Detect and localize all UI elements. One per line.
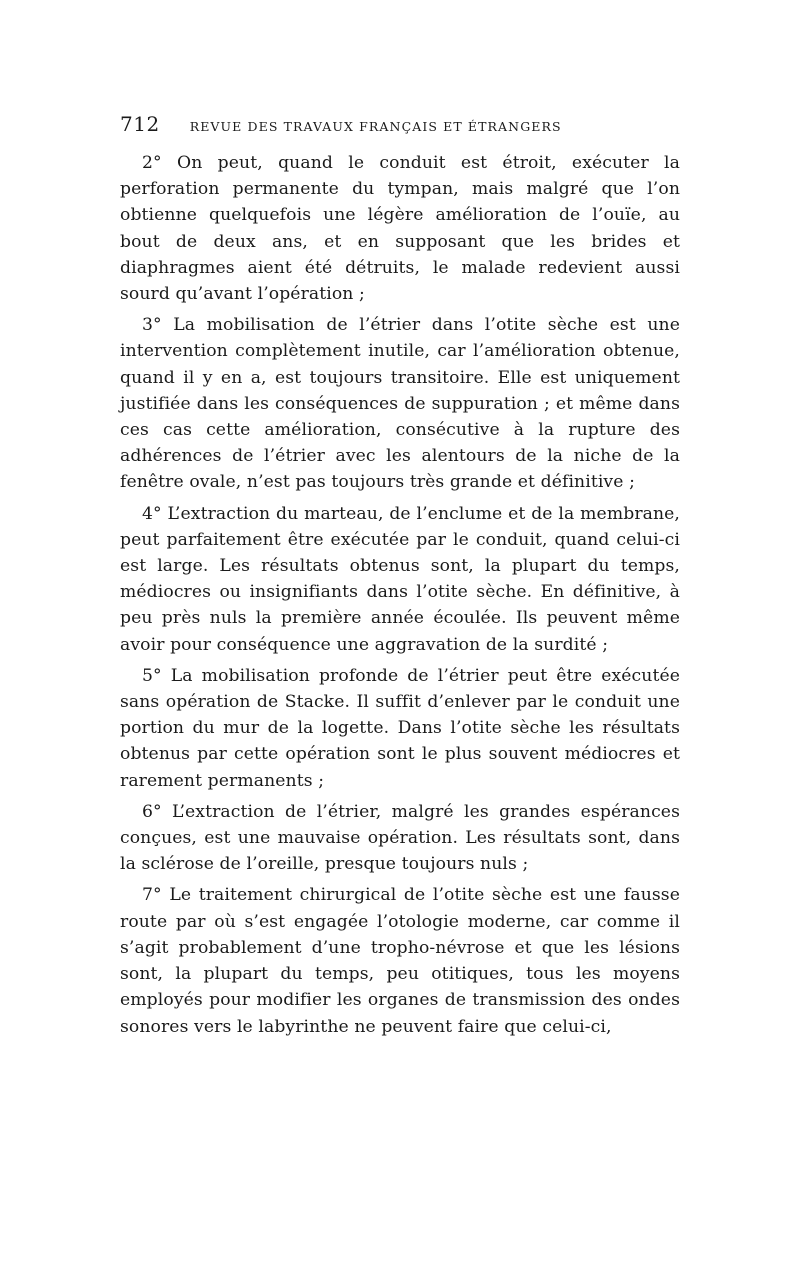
paragraph-2: 2° On peut, quand le conduit est étroit, exécuter la perforation permanente du tympan, mais malgré que l’on obtienne quelquefois une légère amélioration de l’ouïe, au bout de deux ans, et en supposant que les brides et diaphragmes aient été détruits, le malade redevient aussi sourd qu’avant l’opération ; [120, 153, 680, 305]
book-page [120, 112, 680, 1040]
paragraph-6: 6° L’extraction de l’étrier, malgré les grandes espérances conçues, est une mauvaise opération. Les résultats sont, dans la sclérose de l’oreille, presque toujours nuls ; [120, 801, 680, 875]
paragraph-5: 5° La mobilisation profonde de l’étrier peut être exécutée sans opération de Stacke. Il suffit d’enlever par le conduit une portion du mur de la logette. Dans l’otite sèche les résultats obtenus par cette opération sont le plus souvent médiocres et rarement permanents ; [120, 665, 680, 791]
paragraph-3: 3° La mobilisation de l’étrier dans l’otite sèche est une intervention complètement inutile, car l’amélioration obtenue, quand il y en a, est toujours transitoire. Elle est uniquement justifiée dans les conséquences de suppuration ; et même dans ces cas cette amélioration, consécutive à la rupture des adhérences de l’étrier avec les alentours de la niche de la fenêtre ovale, n’est pas toujours très grande et définitive ; [120, 315, 680, 493]
page-number: 712 [120, 112, 160, 136]
running-head [120, 112, 680, 148]
paragraph-7: 7° Le traitement chirurgical de l’otite sèche est une fausse route par où s’est engagée l’otologie moderne, car comme il s’agit probablement d’une tropho-névrose et que les lésions sont, la plupart du temps, peu otitiques, tous les moyens employés pour modifier les organes de transmission des ondes sonores vers le labyrinthe ne peuvent faire que celui-ci, [120, 885, 680, 1037]
paragraph-4: 4° L’extraction du marteau, de l’enclume et de la membrane, peut parfaitement être exécutée par le conduit, quand celui-ci est large. Les résultats obtenus sont, la plupart du temps, médiocres ou insignifiants dans l’otite sèche. En définitive, à peu près nuls la première année écoulée. Ils peuvent même avoir pour conséquence une aggravation de la surdité ; [120, 503, 680, 655]
body-text [120, 150, 680, 1040]
running-title: REVUE DES TRAVAUX FRANÇAIS ET ÉTRANGERS [189, 119, 562, 134]
